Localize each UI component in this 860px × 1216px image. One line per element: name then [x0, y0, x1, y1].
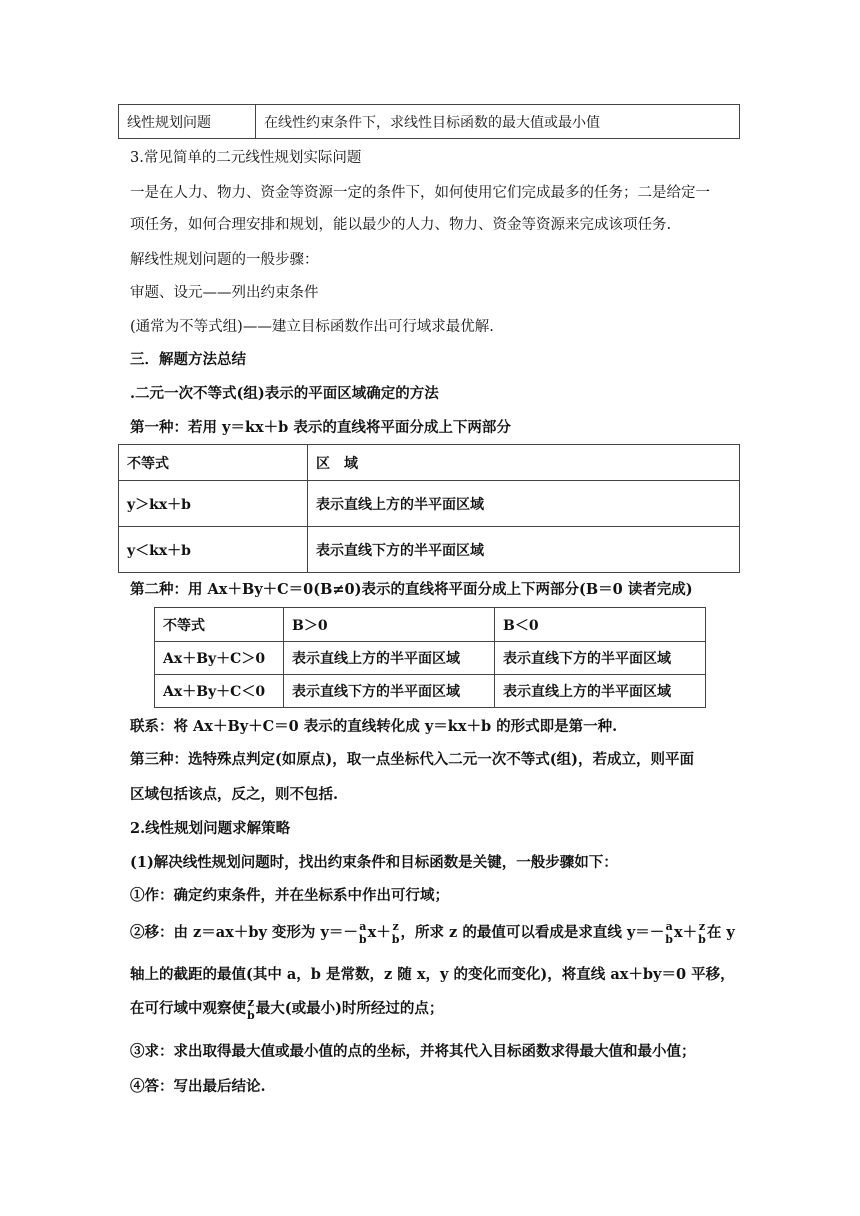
step2-text: x＋ — [367, 924, 391, 941]
step2-text: ②移：由 z＝ax＋by 变形为 y＝－ — [130, 924, 358, 941]
table-cell: 表示直线下方的半平面区域 — [308, 527, 740, 573]
strategy-intro: (1)解决线性规划问题时，找出约束条件和目标函数是关键，一般步骤如下： — [130, 854, 618, 871]
step-line: (通常为不等式组)——建立目标函数作出可行域求最优解. — [130, 319, 494, 335]
fraction-z-over-b: z b — [698, 920, 706, 946]
table-cell: 表示直线下方的半平面区域 — [495, 642, 706, 675]
table-header: B＞0 — [284, 608, 495, 642]
third-method: 第三种：选特殊点判定(如原点)，取一点坐标代入二元一次不等式(组)，若成立，则平面 — [130, 751, 694, 768]
table-cell: Ax＋By＋C＜0 — [155, 675, 284, 708]
third-method: 区域包括该点，反之，则不包括. — [130, 786, 339, 803]
strategy-step-1: ①作：确定约束条件，并在坐标系中作出可行域； — [130, 887, 449, 904]
paragraph-line: 一是在人力、物力、资金等资源一定的条件下，如何使用它们完成最多的任务；二是给定一 — [130, 185, 710, 201]
table-cell: 表示直线上方的半平面区域 — [495, 675, 706, 708]
definition-term: 线性规划问题 — [119, 105, 256, 139]
table-cell: Ax＋By＋C＞0 — [155, 642, 284, 675]
table-cell: y＜kx＋b — [119, 527, 308, 573]
inequality-table-1 — [118, 444, 740, 573]
first-method: 第一种：若用 y＝kx＋b 表示的直线将平面分成上下两部分 — [130, 419, 511, 436]
step2-text: x＋ — [674, 924, 698, 941]
strategy-step-2-cont: 轴上的截距的最值(其中 a，b 是常数，z 随 x，y 的变化而变化)，将直线 ax＋by＝0 平移， — [130, 966, 735, 983]
table-cell: 表示直线下方的半平面区域 — [284, 675, 495, 708]
fraction-a-over-b: a b — [665, 920, 673, 946]
link-note: 联系：将 Ax＋By＋C＝0 表示的直线转化成 y＝kx＋b 的形式即是第一种. — [130, 718, 618, 735]
strategy-step-2-cont — [130, 997, 443, 1021]
strategy-step-3: ③求：求出取得最大值或最小值的点的坐标，并将其代入目标函数求得最大值和最小值； — [130, 1043, 696, 1060]
table-cell: 表示直线上方的半平面区域 — [284, 642, 495, 675]
table-header: 区 域 — [308, 445, 740, 481]
paragraph-line: 项任务，如何合理安排和规划，能以最少的人力、物力、资金等资源来完成该项任务. — [130, 217, 672, 233]
fraction-a-over-b: a b — [358, 920, 367, 946]
table-header: 不等式 — [119, 445, 308, 481]
strategy-heading: 2.线性规划问题求解策略 — [130, 820, 291, 837]
table-cell: 表示直线上方的半平面区域 — [308, 481, 740, 527]
fraction-z-over-b: z b — [391, 920, 400, 946]
step2-text: 在 y — [706, 924, 735, 941]
section3-heading: 3.常见简单的二元线性规划实际问题 — [130, 150, 362, 166]
strategy-step-2 — [130, 921, 735, 945]
method-subheading: .二元一次不等式(组)表示的平面区域确定的方法 — [130, 385, 439, 402]
table-header: B＜0 — [495, 608, 706, 642]
definition-text: 在线性约束条件下，求线性目标函数的最大值或最小值 — [256, 105, 740, 139]
methods-heading: 三．解题方法总结 — [130, 351, 246, 368]
definition-table — [118, 104, 740, 139]
second-method: 第二种：用 Ax＋By＋C＝0(B≠0)表示的直线将平面分成上下两部分(B＝0 读者完成) — [130, 581, 693, 598]
table-cell: y＞kx＋b — [119, 481, 308, 527]
inequality-table-2 — [154, 607, 706, 708]
step2-text: ，所求 z 的最值可以看成是求直线 y＝－ — [400, 924, 665, 941]
steps-title: 解线性规划问题的一般步骤： — [130, 252, 319, 268]
step2-text: 在可行域中观察使 — [130, 1000, 246, 1017]
step2-text: 最大(或最小)时所经过的点； — [255, 1000, 444, 1017]
table-header: 不等式 — [155, 608, 284, 642]
fraction-z-over-b: z b — [247, 996, 255, 1022]
strategy-step-4: ④答：写出最后结论. — [130, 1078, 266, 1095]
step-line: 审题、设元——列出约束条件 — [130, 285, 319, 301]
